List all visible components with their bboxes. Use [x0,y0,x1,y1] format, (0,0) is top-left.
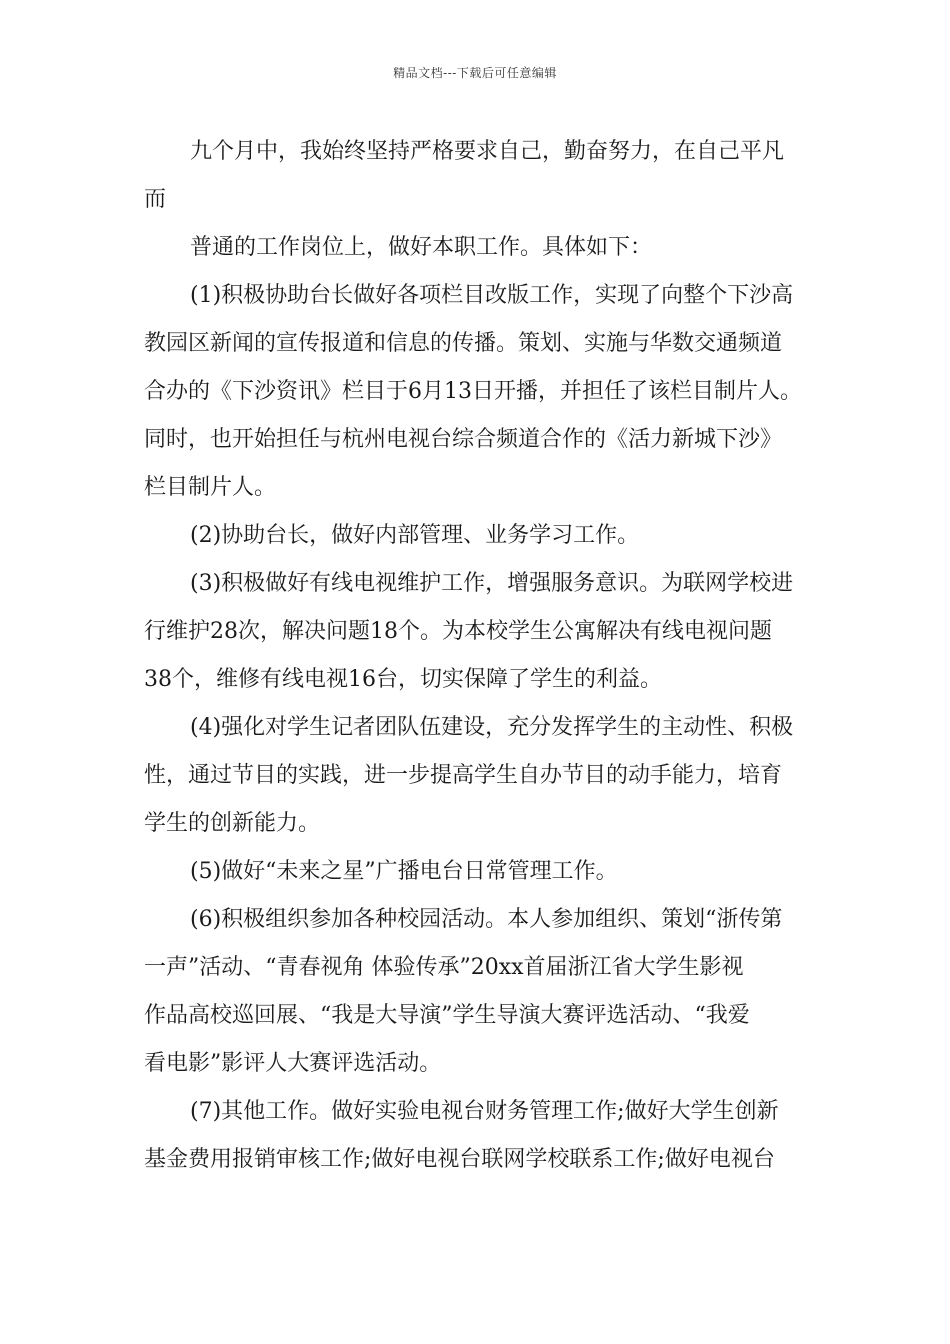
text-line: (1)积极协助台长做好各项栏目改版工作，实现了向整个下沙高 [190,283,794,308]
text-line: 看电影”影评人大赛评选活动。 [144,1051,442,1076]
text-line: (2)协助台长，做好内部管理、业务学习工作。 [190,523,640,548]
text-line: 九个月中，我始终坚持严格要求自己，勤奋努力，在自己平凡 [190,139,785,164]
text-line: 性，通过节目的实践，进一步提高学生自办节目的动手能力，培育 [144,763,783,788]
text-line: 一声”活动、“青春视角 体验传承”20xx首届浙江省大学生影视 [144,955,744,980]
text-line: 作品高校巡回展、“我是大导演”学生导演大赛评选活动、“我爱 [144,1003,750,1028]
text-line: 普通的工作岗位上，做好本职工作。具体如下： [190,235,653,260]
text-line: (3)积极做好有线电视维护工作，增强服务意识。为联网学校进 [190,571,794,596]
text-line: (5)做好“未来之星”广播电台日常管理工作。 [190,859,618,884]
text-line: 栏目制片人。 [144,475,277,500]
text-line: (4)强化对学生记者团队伍建设，充分发挥学生的主动性、积极 [190,715,794,740]
text-line: 教园区新闻的宣传报道和信息的传播。策划、实施与华数交通频道 [144,331,783,356]
text-line: (7)其他工作。做好实验电视台财务管理工作;做好大学生创新 [190,1099,779,1124]
text-line: 而 [144,187,167,212]
text-line: (6)积极组织参加各种校园活动。本人参加组织、策划“浙传第 [190,907,783,932]
text-line: 合办的《下沙资讯》栏目于6月13日开播，并担任了该栏目制片人。 [144,379,802,404]
text-line: 学生的创新能力。 [144,811,321,836]
text-line: 行维护28次，解决问题18个。为本校学生公寓解决有线电视问题 [144,619,772,644]
document-body [144,128,814,1184]
text-line: 基金费用报销审核工作;做好电视台联网学校联系工作;做好电视台 [144,1147,775,1172]
page-header: 精品文档---下载后可任意编辑 [393,66,557,80]
text-line: 38个，维修有线电视16台，切实保障了学生的利益。 [144,667,662,692]
text-line: 同时，也开始担任与杭州电视台综合频道合作的《活力新城下沙》 [144,427,783,452]
